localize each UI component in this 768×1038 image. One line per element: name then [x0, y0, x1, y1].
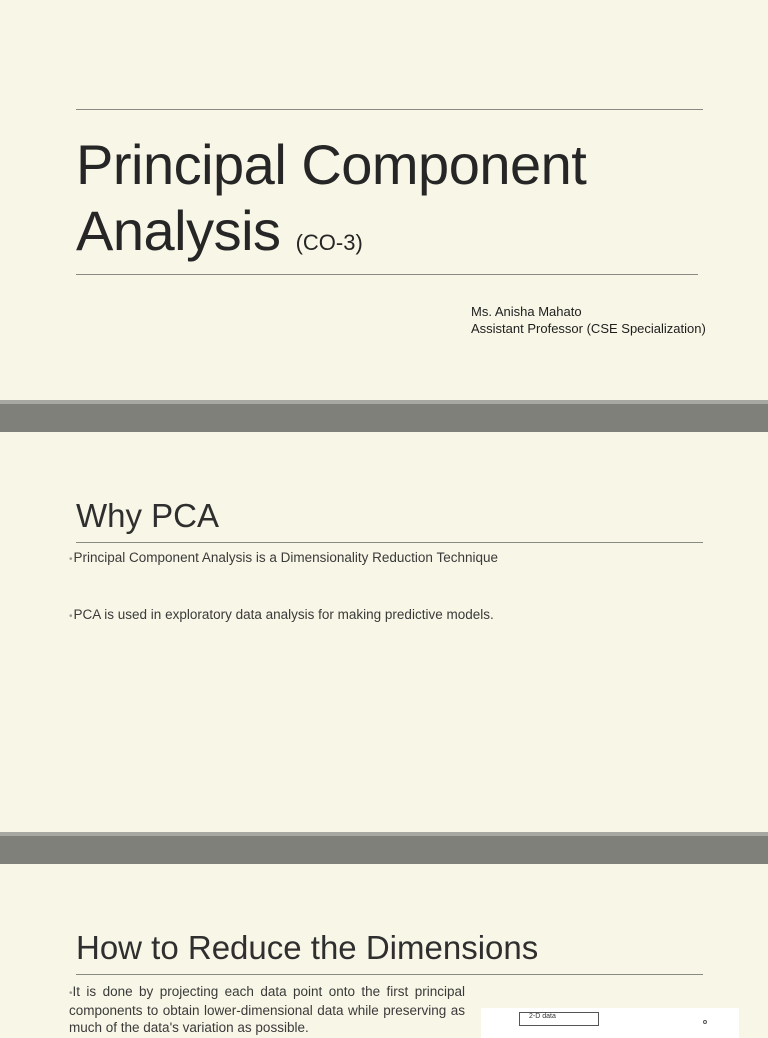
bullet-paragraph [69, 983, 465, 1036]
top-rule [76, 109, 703, 110]
slide-heading: How to Reduce the Dimensions [76, 929, 539, 966]
slide-heading: Why PCA [76, 497, 220, 534]
reduce-dimensions-slide [0, 864, 768, 1035]
heading-underline [76, 974, 703, 975]
bullet-icon: • [69, 611, 73, 622]
author-block [471, 303, 706, 337]
slide-separator [0, 400, 768, 432]
bullet-item [69, 606, 494, 626]
bullet-item [69, 549, 498, 569]
why-pca-slide [0, 432, 768, 832]
data-point-icon [703, 1020, 707, 1024]
slide-separator [0, 832, 768, 864]
author-name: Ms. Anisha Mahato [471, 304, 582, 319]
bullet-icon: • [69, 988, 73, 999]
figure-label: 2-D data [529, 1013, 556, 1020]
bullet-text: It is done by projecting each data point onto the first principal components to obtain lower-dimensional data while preserving as much of the data's variation as possible. [69, 984, 465, 1035]
title-underline [76, 274, 698, 275]
bullet-icon: • [69, 554, 73, 565]
bullet-text: PCA is used in exploratory data analysis for making predictive models. [73, 607, 494, 622]
pca-figure [481, 1008, 739, 1038]
title-text: Principal Component Analysis [76, 133, 587, 262]
heading-underline [76, 542, 703, 543]
title-course-code: (CO-3) [295, 230, 363, 255]
author-role: Assistant Professor (CSE Specialization) [471, 321, 706, 336]
bullet-text: Principal Component Analysis is a Dimensionality Reduction Technique [73, 550, 498, 565]
title-slide [0, 0, 768, 400]
slide-title [76, 132, 716, 276]
